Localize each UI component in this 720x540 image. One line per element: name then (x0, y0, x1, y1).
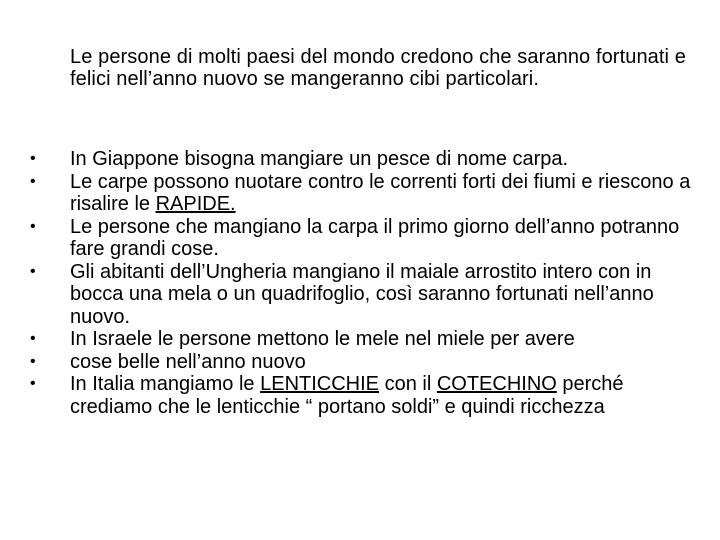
bullet-icon: • (30, 262, 36, 280)
intro-paragraph: Le persone di molti paesi del mondo credono che saranno fortunati e felici nell’anno nuovo se mangeranno cibi particolari. (70, 46, 686, 90)
list-item-text: In Israele le persone mettono le mele nel miele per avere (70, 328, 575, 350)
list-item (0, 351, 720, 374)
bullet-icon: • (30, 352, 36, 370)
list-item-text: con il (379, 373, 437, 395)
bullet-icon: • (30, 217, 36, 235)
bullet-icon: • (30, 330, 36, 347)
list-item-text: Le persone che mangiano la carpa il primo giorno dell’anno potranno fare grandi cose. (70, 215, 680, 260)
list-item (0, 216, 720, 261)
list-item-text: Le carpe possono nuotare contro le correnti forti dei fiumi e riescono a risalire le (70, 170, 691, 215)
list-item-text: perché crediamo che le lenticchie “ portano soldi” e quindi ricchezza (70, 373, 624, 418)
list-item (0, 261, 720, 329)
list-item (0, 148, 720, 171)
bullet-icon: • (30, 172, 36, 190)
list-item (0, 328, 720, 351)
underlined-word: LENTICCHIE (260, 373, 380, 395)
list-item-text: cose belle nell’anno nuovo (70, 350, 306, 373)
list-item-text: In Giappone bisogna mangiare un pesce di nome carpa. (70, 148, 569, 170)
underlined-word: RAPIDE. (155, 193, 236, 215)
bullet-list (0, 148, 720, 418)
list-item (0, 373, 720, 418)
list-item-text: Gli abitanti dell’Ungheria mangiano il maiale arrostito intero con in bocca una mela o un quadrifoglio, così saranno fortunati nell’anno nuovo. (70, 260, 654, 328)
bullet-icon: • (30, 150, 36, 167)
list-item-text: In Italia mangiamo le (70, 373, 261, 395)
list-item (0, 171, 720, 216)
underlined-word: COTECHINO (436, 373, 557, 395)
bullet-icon: • (30, 375, 36, 392)
